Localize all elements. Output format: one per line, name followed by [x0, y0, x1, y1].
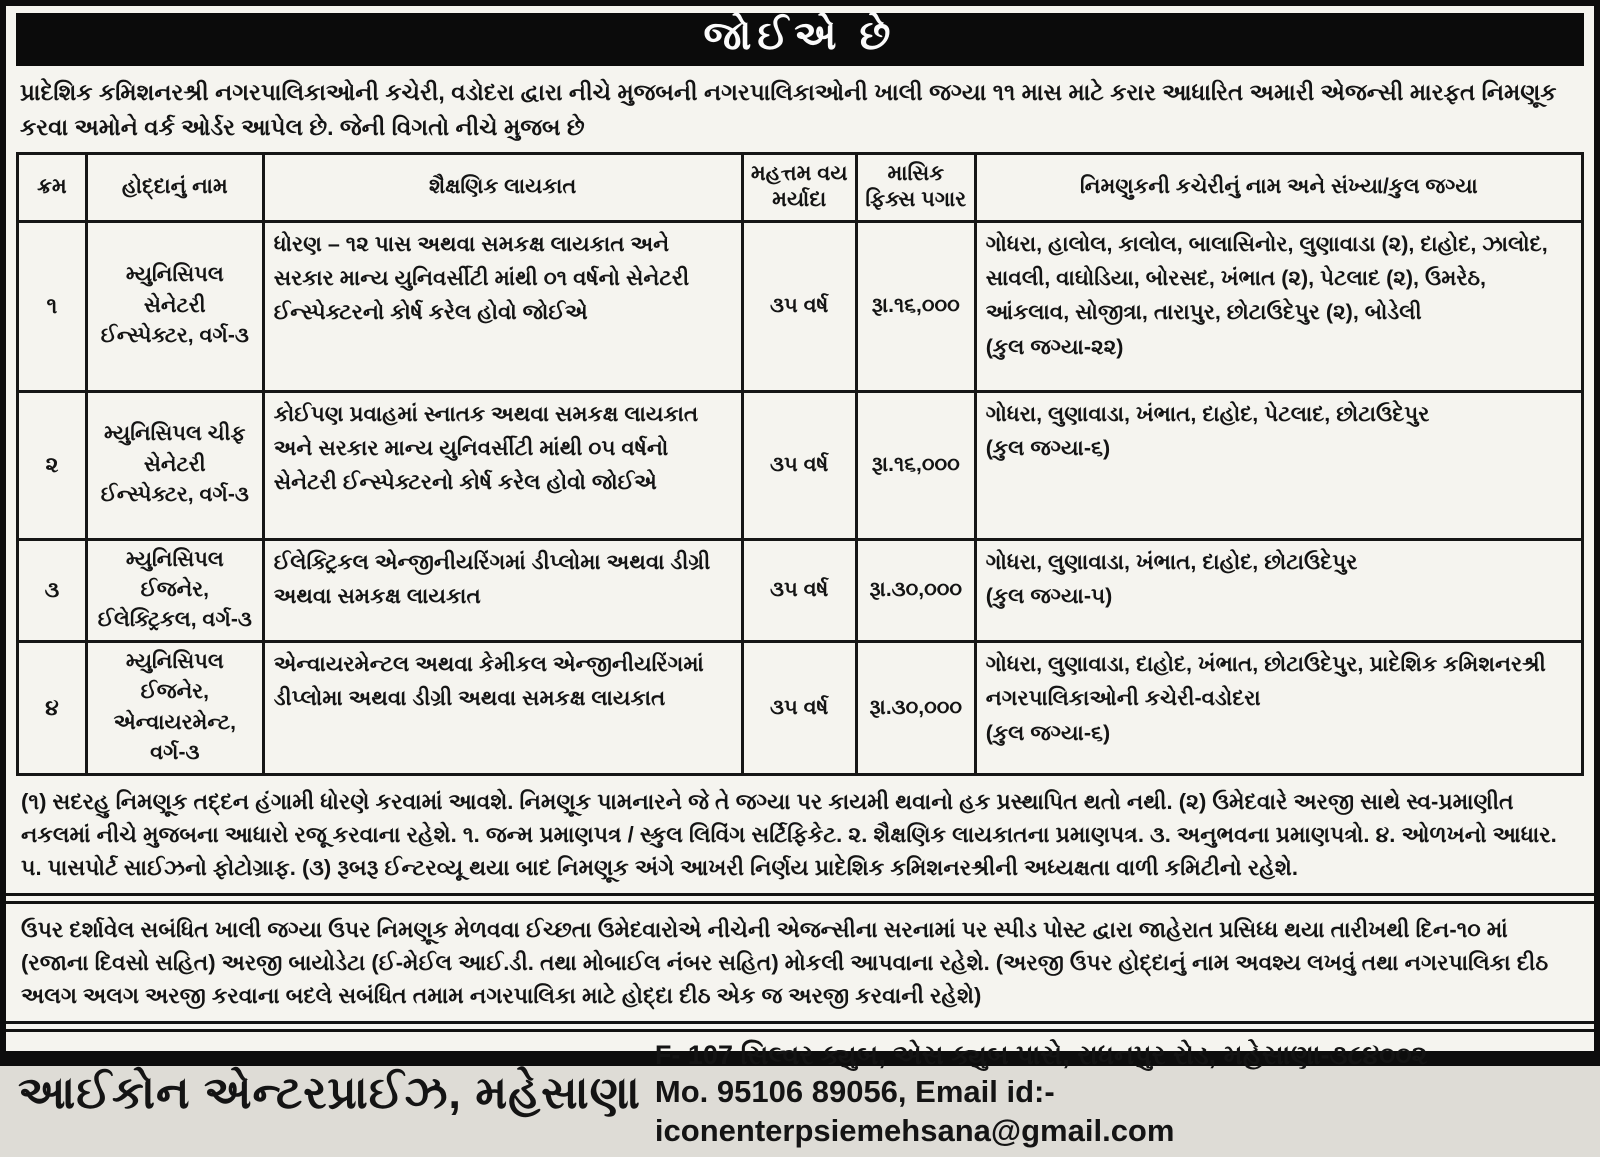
divider	[6, 1021, 1594, 1032]
total-posts: (કુલ જગ્યા-૬)	[985, 720, 1111, 745]
cell-offices	[975, 641, 1582, 774]
vacancy-table	[16, 152, 1584, 776]
offices-list: ગોધરા, લુણાવાડા, ખંભાત, દાહોદ, છોટાઉદેપુર	[985, 549, 1358, 574]
cell-qualification: એન્વાયરમેન્ટલ અથવા કેમીકલ એન્જીનીયરિંગમાં ડીપ્લોમા અથવા ડીગ્રી અથવા સમકક્ષ લાયકાત	[263, 641, 742, 774]
ad-title: જોઈએ છે	[703, 14, 897, 58]
cell-post: મ્યુનિસિપલ ચીફ સેનેટરી ઈન્સ્પેક્ટર, વર્ગ-૩	[86, 391, 263, 539]
divider	[6, 893, 1594, 904]
cell-age: ૩૫ વર્ષ	[742, 391, 856, 539]
cell-offices	[975, 221, 1582, 391]
table-header-row	[18, 154, 1583, 222]
agency-phone-email: Mo. 95106 89056, Email id:- iconenterpsiemehsana@gmail.com	[654, 1074, 1175, 1148]
intro-text: પ્રાદેશિક કમિશનરશ્રી નગરપાલિકાઓની કચેરી, વડોદરા દ્વારા નીચે મુજબની નગરપાલિકાઓની ખાલી જગ્યા ૧૧ માસ માટે કરાર આધારિત અમારી એજન્સી મારફત નિમણૂક કરવા અમોને વર્ક ઓર્ડર આપેલ છે. જેની વિગતો નીચે મુજબ છે	[20, 79, 1557, 140]
cell-post: મ્યુનિસિપલ ઈજનેર, એન્વાયરમેન્ટ, વર્ગ-૩	[86, 641, 263, 774]
agency-name: આઈકોન એન્ટરપ્રાઈઝ, મહેસાણા	[18, 1067, 641, 1119]
offices-list: ગોધરા, લુણાવાડા, દાહોદ, ખંભાત, છોટાઉદેપુર, પ્રાદેશિક કમિશનરશ્રી નગરપાલિકાઓની કચેરી-વડોદરા	[985, 651, 1546, 711]
agency-contact-block	[655, 1037, 1582, 1151]
cell-post: મ્યુનિસિપલ સેનેટરી ઈન્સ્પેક્ટર, વર્ગ-૩	[86, 221, 263, 391]
table-row	[18, 221, 1583, 391]
ad-title-banner	[16, 13, 1584, 66]
col-header-qualification: શૈક્ષણિક લાયકાત	[263, 154, 742, 222]
col-header-offices: નિમણુકની કચેરીનું નામ અને સંખ્યા/કુલ જગ્યા	[975, 154, 1582, 222]
offices-list: ગોધરા, હાલોલ, કાલોલ, બાલાસિનોર, લુણાવાડા (૨), દાહોદ, ઝાલોદ, સાવલી, વાઘોડિયા, બોરસદ, ખંભાત (૨), પેટલાદ (૨), ઉમરેઠ, આંકલાવ, સોજીત્રા, તારાપુર, છોટાઉદેપુર (૨), બોડેલી	[985, 231, 1548, 325]
cell-post: મ્યુનિસિપલ ઈજનેર, ઈલેક્ટ્રિકલ, વર્ગ-૩	[86, 539, 263, 641]
col-header-post: હોદ્દાનું નામ	[86, 154, 263, 222]
cell-sr: ૨	[18, 391, 87, 539]
cell-age: ૩૫ વર્ષ	[742, 221, 856, 391]
cell-offices	[975, 539, 1582, 641]
agency-address: F- 107 સિલ્વર ક્યુબ, એસ ક્યુબ પાસે, રાધનપુર રોડ, મહેસાણા-૩૮૪૦૦૨	[654, 1039, 1428, 1070]
cell-qualification: કોઈપણ પ્રવાહમાં સ્નાતક અથવા સમકક્ષ લાયકાત અને સરકાર માન્ય યુનિવર્સીટી માંથી ૦૫ વર્ષનો સેનેટરી ઈન્સ્પેક્ટરનો કોર્ષ કરેલ હોવો જોઈએ	[263, 391, 742, 539]
table-row	[18, 539, 1583, 641]
cell-qualification: ધોરણ – ૧૨ પાસ અથવા સમકક્ષ લાયકાત અને સરકાર માન્ય યુનિવર્સીટી માંથી ૦૧ વર્ષનો સેનેટરી ઈન્સ્પેક્ટરનો કોર્ષ કરેલ હોવો જોઈએ	[263, 221, 742, 391]
total-posts: (કુલ જગ્યા-૨૨)	[985, 334, 1124, 359]
cell-salary: રૂા.૩૦,૦૦૦	[856, 539, 975, 641]
total-posts: (કુલ જગ્યા-૬)	[985, 435, 1111, 460]
cell-sr: ૩	[18, 539, 87, 641]
offices-list: ગોધરા, લુણાવાડા, ખંભાત, દાહોદ, પેટલાદ, છોટાઉદેપુર	[985, 401, 1430, 426]
total-posts: (કુલ જગ્યા-૫)	[985, 583, 1113, 608]
cell-offices	[975, 391, 1582, 539]
cell-salary: રૂા.૩૦,૦૦૦	[856, 641, 975, 774]
terms-note: (૧) સદરહુ નિમણૂક તદ્દન હંગામી ધોરણે કરવામાં આવશે. નિમણૂક પામનારને જે તે જગ્યા પર કાયમી થવાનો હક પ્રસ્થાપિત થતો નથી. (૨) ઉમેદવારે અરજી સાથે સ્વ-પ્રમાણીત નકલમાં નીચે મુજબના આધારો રજૂ કરવાના રહેશે. ૧. જન્મ પ્રમાણપત્ર / સ્કુલ લિવિંગ સર્ટિફિકેટ. ૨. શૈક્ષણિક લાયકાતના પ્રમાણપત્ર. ૩. અનુભવના પ્રમાણપત્રો. ૪. ઓળખનો આધાર. ૫. પાસપોર્ટ સાઈઝનો ફોટોગ્રાફ. (૩) રૂબરૂ ઈન્ટરવ્યૂ થયા બાદ નિમણૂક અંગે આખરી નિર્ણય પ્રાદેશિક કમિશનરશ્રીની અધ્યક્ષતા વાળી કમિટીનો રહેશે.	[21, 788, 1557, 880]
col-header-salary: માસિક ફિક્સ પગાર	[856, 154, 975, 222]
cell-sr: ૧	[18, 221, 87, 391]
cell-age: ૩૫ વર્ષ	[742, 641, 856, 774]
apply-note: ઉપર દર્શાવેલ સબંધિત ખાલી જગ્યા ઉપર નિમણૂક મેળવવા ઈચ્છતા ઉમેદવારોએ નીચેની એજન્સીના સરનામાં પર સ્પીડ પોસ્ટ દ્વારા જાહેરાત પ્રસિધ્ધ થયા તારીખથી દિન-૧૦ માં (રજાના દિવસો સહિત) અરજી બાયોડેટા (ઈ-મેઈલ આઈ.ડી. તથા મોબાઈલ નંબર સહિત) મોકલી આપવાના રહેશે. (અરજી ઉપર હોદ્દાનું નામ અવશ્ય લખવું તથા નગરપાલિકા દીઠ અલગ અલગ અરજી કરવાના બદલે સબંધિત તમામ નગરપાલિકા માટે હોદ્દા દીઠ એક જ અરજી કરવાની રહેશે)	[21, 916, 1549, 1008]
table-row	[18, 391, 1583, 539]
cell-sr: ૪	[18, 641, 87, 774]
cell-salary: રૂા.૧૬,૦૦૦	[856, 391, 975, 539]
cell-age: ૩૫ વર્ષ	[742, 539, 856, 641]
cell-salary: રૂા.૧૬,૦૦૦	[856, 221, 975, 391]
col-header-sr: ક્રમ	[18, 154, 87, 222]
table-row	[18, 641, 1583, 774]
cell-qualification: ઈલેક્ટ્રિકલ એન્જીનીયરિંગમાં ડીપ્લોમા અથવા ડીગ્રી અથવા સમકક્ષ લાયકાત	[263, 539, 742, 641]
agency-footer	[16, 1032, 1584, 1157]
col-header-age: મહત્તમ વય મર્યાદા	[742, 154, 856, 222]
